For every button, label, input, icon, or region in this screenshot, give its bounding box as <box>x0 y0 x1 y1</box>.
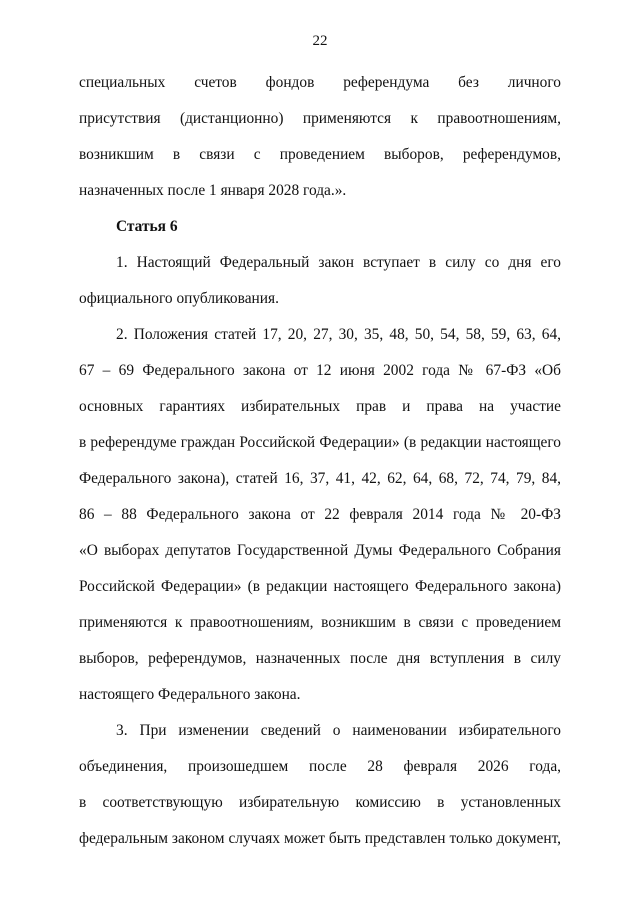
text-line: назначенных после 1 января 2028 года.». <box>79 182 347 199</box>
text-line: настоящего Федерального закона. <box>79 686 301 703</box>
text-line: официального опубликования. <box>79 290 279 307</box>
text-line: основных гарантиях избирательных прав и права на участие <box>79 398 561 415</box>
paragraph-2 <box>79 317 561 713</box>
text-line: «О выборах депутатов Государственной Думы Федерального Собрания <box>79 542 561 559</box>
text-line: федеральным законом случаях может быть представлен только документ, <box>79 830 561 847</box>
page-number: 22 <box>312 33 328 49</box>
text-line: присутствия (дистанционно) применяются к правоотношениям, <box>79 110 561 127</box>
text-line: возникшим в связи с проведением выборов, референдумов, <box>79 146 561 163</box>
text-line: 2. Положения статей 17, 20, 27, 30, 35, 48, 50, 54, 58, 59, 63, 64, <box>116 326 561 343</box>
article-heading: Статья 6 <box>116 218 178 235</box>
text-line: 86 – 88 Федерального закона от 22 февраля 2014 года № 20-ФЗ <box>79 506 561 523</box>
text-line: 67 – 69 Федерального закона от 12 июня 2002 года № 67-ФЗ «Об <box>79 362 561 379</box>
text-line: Российской Федерации» (в редакции настоящего Федерального закона) <box>79 578 561 595</box>
paragraph-3 <box>79 713 561 857</box>
text-line: 3. При изменении сведений о наименовании избирательного <box>116 722 561 739</box>
text-line: в референдуме граждан Российской Федерации» (в редакции настоящего <box>79 434 561 451</box>
text-line: Федерального закона), статей 16, 37, 41, 42, 62, 64, 68, 72, 74, 79, 84, <box>79 470 561 487</box>
text-line: специальных счетов фондов референдума без личного <box>79 74 561 91</box>
text-line: в соответствующую избирательную комиссию в установленных <box>79 794 561 811</box>
text-line: применяются к правоотношениям, возникшим в связи с проведением <box>79 614 561 631</box>
text-line: 1. Настоящий Федеральный закон вступает в силу со дня его <box>116 254 561 271</box>
paragraph-1 <box>79 245 561 317</box>
text-line: выборов, референдумов, назначенных после дня вступления в силу <box>79 650 561 667</box>
paragraph-continuation <box>79 65 561 209</box>
document-body <box>79 65 561 857</box>
text-line: объединения, произошедшем после 28 февраля 2026 года, <box>79 758 561 775</box>
